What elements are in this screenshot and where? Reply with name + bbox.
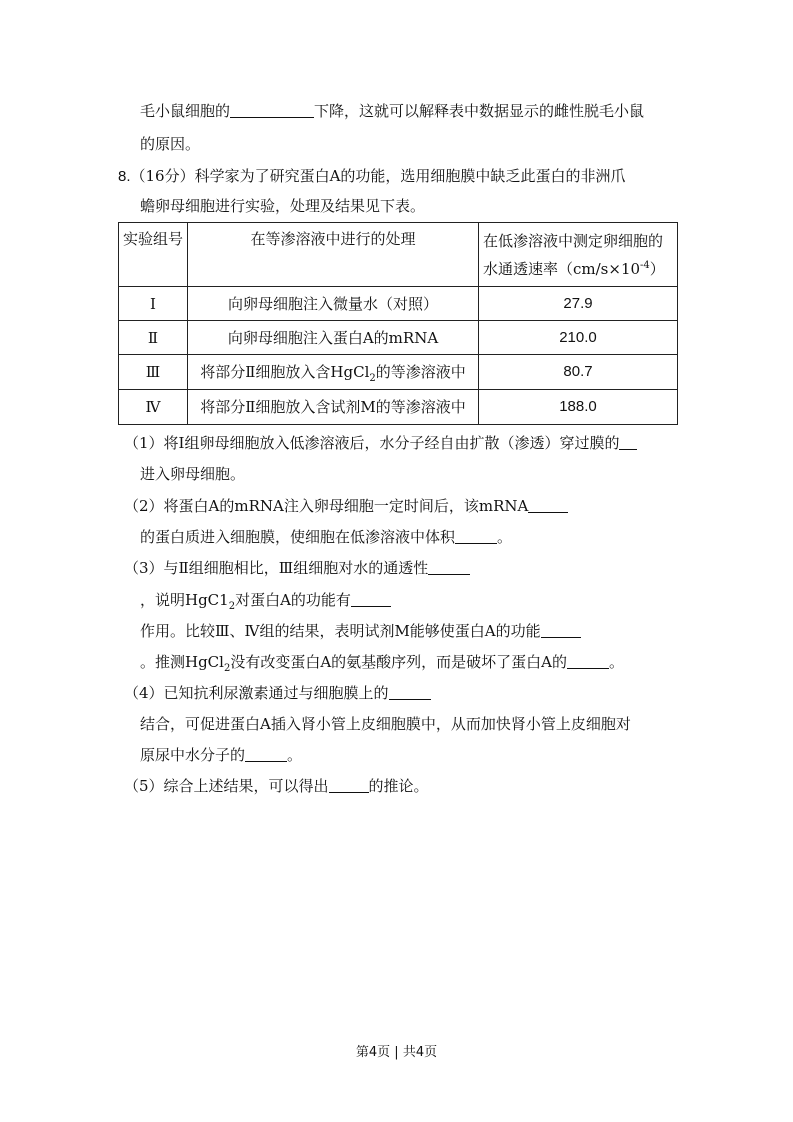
question-8-stem-cont: 蟾卵母细胞进行实验，处理及结果见下表。 (140, 197, 426, 215)
header-treatment: 在等渗溶液中进行的处理 (188, 223, 479, 287)
question-1-cont: 进入卵母细胞。 (140, 465, 246, 483)
question-3: （3）与Ⅱ组细胞相比，Ⅲ组细胞对水的通透性 (124, 558, 470, 578)
answer-blank (541, 622, 581, 638)
question-1: （1）将Ⅰ组卵母细胞放入低渗溶液后，水分子经自由扩散（渗透）穿过膜的 (124, 433, 637, 453)
question-4-cont-1: 结合，可促进蛋白A插入肾小管上皮细胞膜中，从而加快肾小管上皮细胞对 (140, 715, 631, 733)
text-line-2: 的原因。 (140, 135, 201, 153)
header-group: 实验组号 (119, 223, 188, 287)
answer-blank (389, 684, 431, 700)
page-footer: 第4页 | 共4页 (355, 1045, 438, 1060)
question-4-cont-2: 原尿中水分子的 。 (140, 746, 303, 764)
answer-blank (528, 497, 568, 513)
answer-blank (245, 746, 287, 762)
question-4: （4）已知抗利尿激素通过与细胞膜上的 (124, 683, 431, 703)
answer-blank (455, 528, 497, 544)
question-3-cont-2: 作用。比较Ⅲ、Ⅳ组的结果，表明试剂M能够使蛋白A的功能 (140, 621, 581, 641)
table-header-row (119, 223, 678, 287)
answer-blank (329, 777, 369, 793)
answer-blank (230, 102, 314, 118)
question-8-stem: 8.（16分）科学家为了研究蛋白A的功能，选用细胞膜中缺乏此蛋白的非洲爪 (118, 167, 626, 185)
experiment-table (118, 222, 678, 425)
answer-blank (567, 653, 609, 669)
table-row: Ⅲ 将部分Ⅱ细胞放入含HgCl$_2$的等渗溶液中 80.7 (119, 355, 678, 390)
question-3-cont-1: ，说明$HgC1_2$对蛋白A的功能有 (140, 590, 391, 610)
header-rate: 在低渗溶液中测定卵细胞的 水通透速率$(cm/s\times 10^{-4})$ (479, 223, 678, 287)
question-2-cont: 的蛋白质进入细胞膜，使细胞在低渗溶液中体积 。 (140, 528, 513, 546)
answer-blank (619, 434, 637, 450)
text-line-1: 毛小鼠细胞的 下降，这就可以解释表中数据显示的雌性脱毛小鼠 (140, 102, 645, 120)
question-2: （2）将蛋白A的mRNA注入卵母细胞一定时间后，该mRNA (124, 496, 568, 516)
table-row: Ⅰ 向卵母细胞注入微量水（对照） 27.9 (119, 287, 678, 321)
table-row: Ⅳ 将部分Ⅱ细胞放入含试剂M的等渗溶液中 188.0 (119, 390, 678, 425)
answer-blank (428, 559, 470, 575)
answer-blank (351, 591, 391, 607)
table-row: Ⅱ 向卵母细胞注入蛋白A的mRNA 210.0 (119, 321, 678, 355)
question-5: （5）综合上述结果，可以得出 的推论。 (124, 777, 429, 795)
question-3-cont-3: 。推测HgCl$_2$没有改变蛋白A的氨基酸序列，而是破坏了蛋白A的 。 (140, 653, 625, 674)
